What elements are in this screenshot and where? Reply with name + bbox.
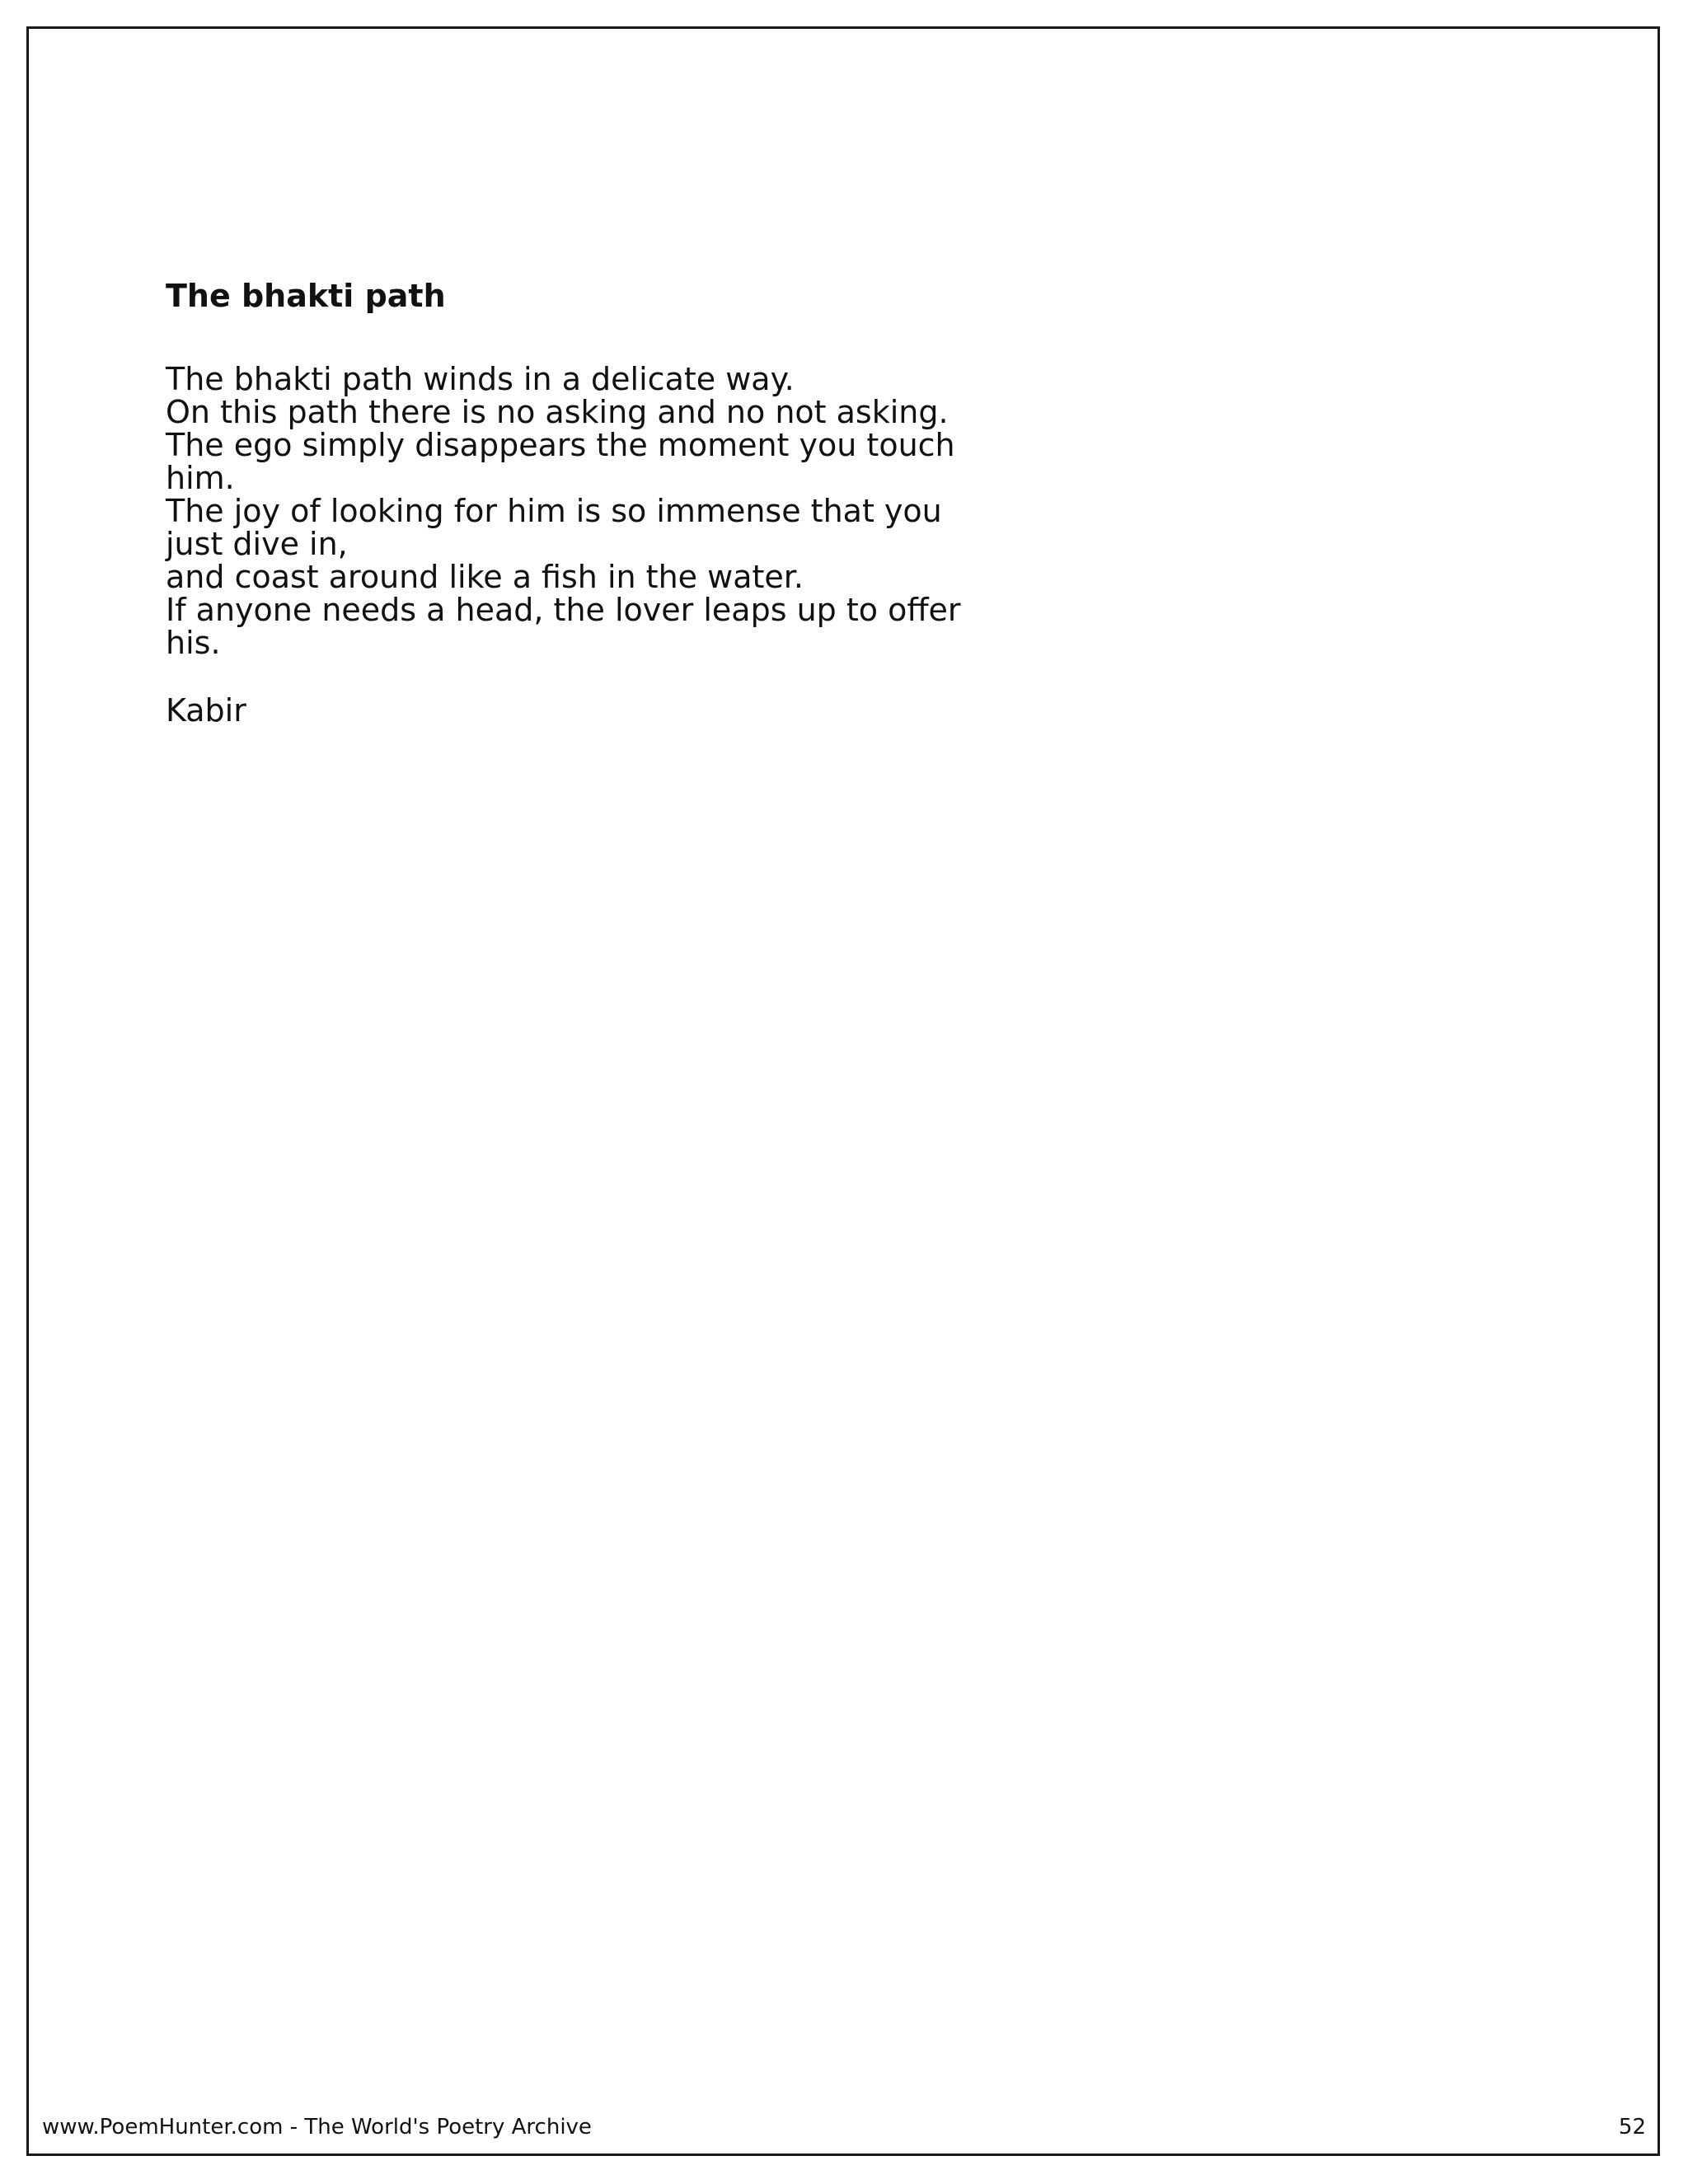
poem-line: The joy of looking for him is so immense that you xyxy=(166,493,942,529)
poem-line: and coast around like a fish in the water. xyxy=(166,559,804,595)
page-frame xyxy=(26,26,1660,2156)
poem-line: The ego simply disappears the moment you touch xyxy=(166,427,955,463)
footer-page-number: 52 xyxy=(1618,2115,1646,2139)
poem-title: The bhakti path xyxy=(166,278,446,314)
footer-source-text: www.PoemHunter.com - The World's Poetry Archive xyxy=(42,2115,592,2139)
poem-line: The bhakti path winds in a delicate way. xyxy=(166,361,795,397)
poem-line: his. xyxy=(166,625,221,661)
poem-body xyxy=(166,363,961,659)
poem-line: just dive in, xyxy=(166,526,348,562)
poem-author: Kabir xyxy=(166,692,246,729)
poem-line: If anyone needs a head, the lover leaps up to offer xyxy=(166,592,961,628)
poem-line: him. xyxy=(166,460,235,496)
poem-line: On this path there is no asking and no not asking. xyxy=(166,394,949,430)
